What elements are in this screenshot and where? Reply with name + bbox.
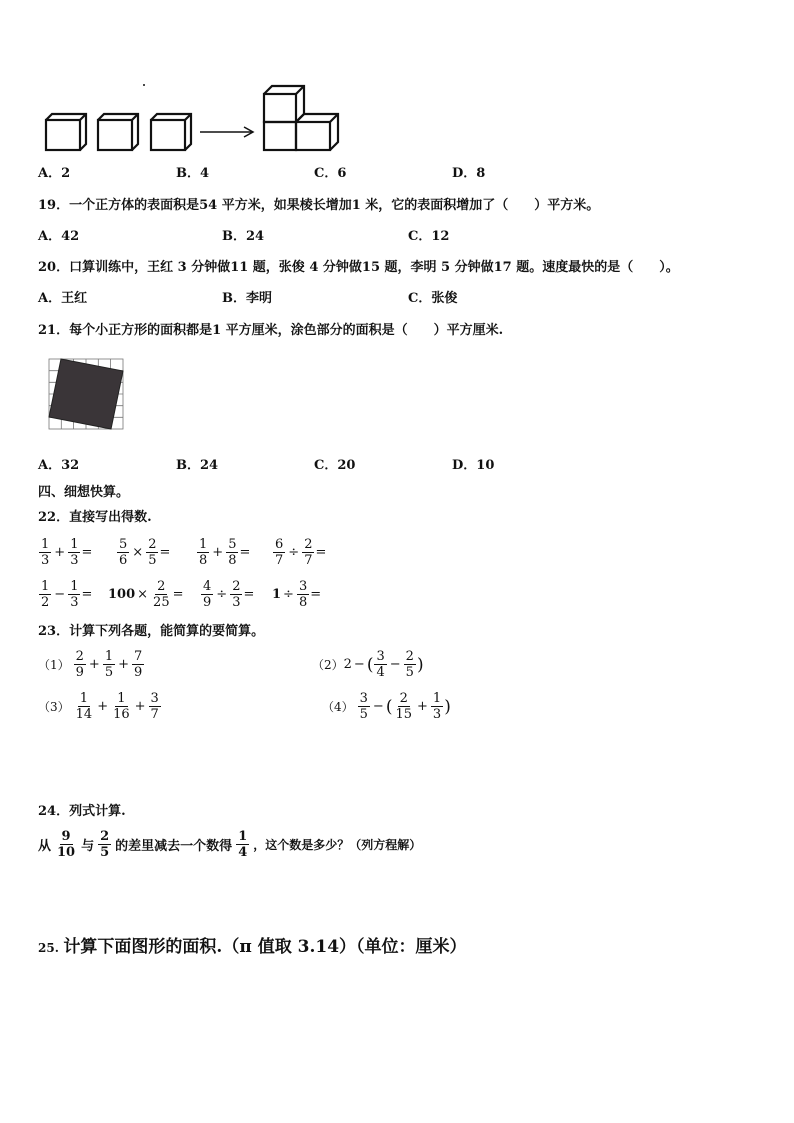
q19-option-b[interactable]: B．24 (222, 229, 265, 244)
q21-option-a[interactable]: A．32 (38, 458, 80, 473)
q19-option-a[interactable]: A．42 (38, 229, 80, 244)
section-4-title: 四、细想快算。 (38, 485, 130, 500)
fraction: $\frac{1}{3}$ (70, 537, 79, 568)
fraction: $\frac{2}{5}$ (148, 537, 157, 568)
q23-part-3: （3） $\frac{1}{14}$ + $\frac{1}{16}$ + $\frac{3}{7}$ (38, 691, 159, 722)
q18-option-d[interactable]: D．8 (452, 166, 486, 181)
q22-expr-7: $\frac{4}{9}$ ÷ $\frac{2}{3}$ = (203, 579, 255, 610)
q22-expr-5: $\frac{1}{2}$ − $\frac{1}{3}$ = (41, 579, 93, 610)
q22-expr-8: 1 ÷ $\frac{3}{8}$ = (272, 579, 322, 610)
q21-option-b[interactable]: B．24 (176, 458, 219, 473)
q19-option-c[interactable]: C．12 (408, 229, 450, 244)
q22-expr-3: $\frac{1}{8}$ + $\frac{5}{8}$ = (199, 537, 251, 568)
q23-part-2: （2） 2 − ( $\frac{3}{4}$ − $\frac{2}{5}$ ) (312, 649, 424, 680)
q24-title: 24．列式计算. (38, 804, 126, 819)
q18-option-b[interactable]: B．4 (176, 166, 210, 181)
q20-option-a[interactable]: A．王红 (38, 291, 88, 306)
q20-text: 20．口算训练中，王红 3 分钟做11 题，张俊 4 分钟做15 题，李明 5 分钟做17 题。速度最快的是（ ）。 (38, 260, 679, 275)
q23-part-1: （1） $\frac{2}{9}$ + $\frac{1}{5}$ + $\frac{7}{9}$ (38, 649, 143, 680)
q20-option-c[interactable]: C．张俊 (408, 291, 458, 306)
fraction: $\frac{5}{6}$ (119, 537, 128, 568)
q22-expr-2: $\frac{5}{6}$ × $\frac{2}{5}$ = (119, 537, 171, 568)
fraction: $\frac{1}{3}$ (70, 579, 79, 610)
q21-option-d[interactable]: D．10 (452, 458, 495, 473)
grid-shaded-square-figure (48, 358, 126, 432)
q23-part-4: （4） $\frac{3}{5}$ − ( $\frac{2}{15}$ + $\frac{1}{3}$ ) (322, 691, 451, 722)
q19-text: 19．一个正方体的表面积是54 平方米，如果棱长增加1 米，它的表面积增加了（ ）平方米。 (38, 198, 600, 213)
fraction: $\frac{1}{2}$ (41, 579, 50, 610)
fraction: $\frac{3}{8}$ (298, 579, 308, 610)
fraction: $\frac{4}{9}$ (203, 579, 212, 610)
q23-title: 23．计算下列各题，能简算的要简算。 (38, 624, 265, 639)
q22-expr-1: $\frac{1}{3}$ + $\frac{1}{3}$ = (41, 537, 93, 568)
fraction: $\frac{2}{7}$ (304, 537, 313, 568)
fraction: $\frac{1}{3}$ (41, 537, 50, 568)
fraction: $\frac{5}{8}$ (228, 537, 237, 568)
fraction: $\frac{2}{25}$ (153, 579, 170, 610)
q18-option-a[interactable]: A．2 (38, 166, 71, 181)
q24-text: 从 $\frac{9}{10}$ 与 $\frac{2}{5}$ 的差里减去一个数得 $\frac{1}{4}$ ，这个数是多少？（列方程解） (38, 829, 422, 860)
fraction: $\frac{2}{3}$ (232, 579, 241, 610)
q22-expr-4: $\frac{6}{7}$ ÷ $\frac{2}{7}$ = (275, 537, 327, 568)
fraction: $\frac{6}{7}$ (275, 537, 284, 568)
q25-text: 25. 计算下面图形的面积.（π 值取 3.14）（单位：厘米） (38, 937, 467, 957)
q18-option-c[interactable]: C．6 (314, 166, 347, 181)
fraction: $\frac{1}{8}$ (199, 537, 208, 568)
q22-title: 22．直接写出得数. (38, 510, 152, 525)
q21-text: 21．每个小正方形的面积都是1 平方厘米，涂色部分的面积是（ ）平方厘米. (38, 323, 504, 338)
q20-option-b[interactable]: B．李明 (222, 291, 272, 306)
cube-figure (38, 80, 348, 156)
q22-expr-6: 100 × $\frac{2}{25}$ = (108, 579, 184, 610)
q21-option-c[interactable]: C．20 (314, 458, 356, 473)
